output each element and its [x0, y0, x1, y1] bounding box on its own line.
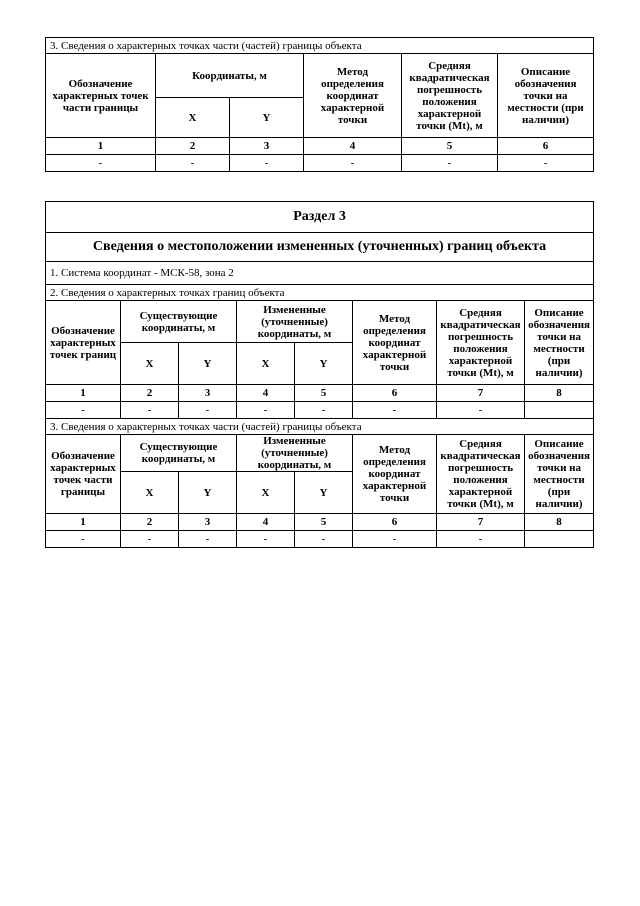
- col-description: Описание обозначения точки на местности (при наличии): [525, 301, 594, 385]
- col-y: Y: [295, 472, 353, 514]
- col-description: Описание обозначения точки на местности (при наличии): [525, 435, 594, 514]
- col-number: 3: [179, 385, 237, 402]
- col-number: 5: [295, 385, 353, 402]
- col-x: X: [237, 343, 295, 385]
- col-x: X: [237, 472, 295, 514]
- table-cell: -: [121, 402, 179, 419]
- coordinate-system: 1. Система координат - МСК-58, зона 2: [46, 262, 594, 285]
- col-number: 4: [237, 385, 295, 402]
- table-cell: -: [46, 402, 121, 419]
- table-cell: -: [46, 155, 156, 172]
- col-point-name: Обозначение характерных точек границ: [46, 301, 121, 385]
- col-error: Средняя квадратическая погрешность положения характерной точки (Mt), м: [437, 301, 525, 385]
- table-cell: -: [237, 402, 295, 419]
- table-cell: -: [402, 155, 498, 172]
- table-caption: 3. Сведения о характерных точках части (частей) границы объекта: [46, 38, 594, 54]
- col-method: Метод определения координат характерной точки: [304, 54, 402, 138]
- table-cell: -: [498, 155, 594, 172]
- col-number: 3: [230, 138, 304, 155]
- col-error: Средняя квадратическая погрешность положения характерной точки (Mt), м: [437, 435, 525, 514]
- col-number: 2: [121, 514, 179, 531]
- table-cell: -: [179, 402, 237, 419]
- col-point-name: Обозначение характерных точек части границы: [46, 435, 121, 514]
- col-number: 7: [437, 385, 525, 402]
- table-cell: -: [295, 402, 353, 419]
- table-row: [46, 155, 594, 172]
- col-existing-coords: Существующие координаты, м: [121, 301, 237, 343]
- col-number: 6: [498, 138, 594, 155]
- col-number: 7: [437, 514, 525, 531]
- table-cell: -: [353, 402, 437, 419]
- col-number: 2: [156, 138, 230, 155]
- col-y: Y: [179, 343, 237, 385]
- col-number: 3: [179, 514, 237, 531]
- table-cell: -: [156, 155, 230, 172]
- col-method: Метод определения координат характерной точки: [353, 301, 437, 385]
- col-number: 5: [402, 138, 498, 155]
- col-x: X: [121, 343, 179, 385]
- table-row: [46, 385, 594, 402]
- col-method: Метод определения координат характерной точки: [353, 435, 437, 514]
- table-cell: -: [437, 531, 525, 548]
- table-cell: -: [353, 531, 437, 548]
- col-number: 4: [304, 138, 402, 155]
- table-row: [46, 138, 594, 155]
- col-number: 8: [525, 385, 594, 402]
- table-row: [46, 514, 594, 531]
- col-x: X: [156, 98, 230, 138]
- col-number: 1: [46, 514, 121, 531]
- col-number: 8: [525, 514, 594, 531]
- section-3-table: [45, 201, 594, 548]
- table-cell: -: [304, 155, 402, 172]
- table-cell: -: [437, 402, 525, 419]
- col-y: Y: [230, 98, 304, 138]
- col-number: 1: [46, 385, 121, 402]
- table-cell: -: [295, 531, 353, 548]
- col-error: Средняя квадратическая погрешность положения характерной точки (Mt), м: [402, 54, 498, 138]
- table-cell: -: [237, 531, 295, 548]
- table-row: [46, 402, 594, 419]
- col-description: Описание обозначения точки на местности (при наличии): [498, 54, 594, 138]
- table-caption: 3. Сведения о характерных точках части (частей) границы объекта: [46, 419, 594, 435]
- table-cell: [525, 402, 594, 419]
- col-changed-coords: Измененные (уточненные) координаты, м: [237, 301, 353, 343]
- col-y: Y: [295, 343, 353, 385]
- col-number: 6: [353, 385, 437, 402]
- col-changed-coords: Измененные (уточненные) координаты, м: [237, 435, 353, 472]
- col-number: 1: [46, 138, 156, 155]
- col-y: Y: [179, 472, 237, 514]
- table-row: [46, 531, 594, 548]
- col-existing-coords: Существующие координаты, м: [121, 435, 237, 472]
- col-number: 5: [295, 514, 353, 531]
- table-caption: 2. Сведения о характерных точках границ объекта: [46, 285, 594, 301]
- table-cell: -: [121, 531, 179, 548]
- col-coords: Координаты, м: [156, 54, 304, 98]
- table-cell: [525, 531, 594, 548]
- part-boundary-points-table: [45, 37, 594, 172]
- col-point-name: Обозначение характерных точек части границы: [46, 54, 156, 138]
- col-number: 2: [121, 385, 179, 402]
- col-x: X: [121, 472, 179, 514]
- section-title: Сведения о местоположении измененных (уточненных) границ объекта: [46, 233, 594, 262]
- col-number: 6: [353, 514, 437, 531]
- section-heading: Раздел 3: [46, 202, 594, 233]
- table-cell: -: [179, 531, 237, 548]
- col-number: 4: [237, 514, 295, 531]
- table-cell: -: [230, 155, 304, 172]
- table-cell: -: [46, 531, 121, 548]
